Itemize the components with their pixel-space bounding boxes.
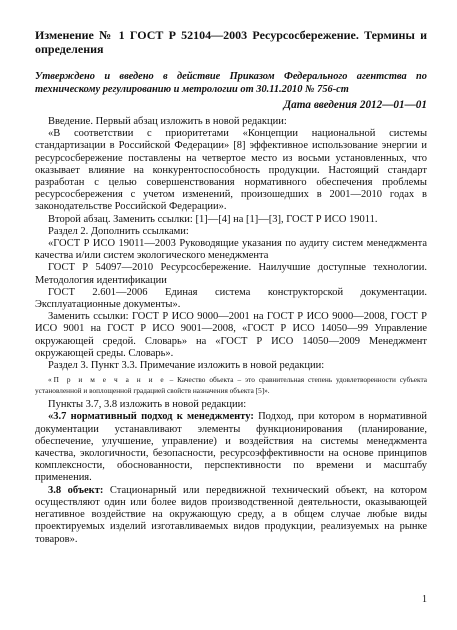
- definition-3-7: [35, 411, 427, 484]
- document-body: [35, 116, 427, 546]
- page-number: 1: [422, 594, 427, 605]
- paragraph-section-3: Раздел 3. Пункт 3.3. Примечание изложить в новой редакции:: [48, 360, 325, 372]
- paragraph-ref-54097: ГОСТ Р 54097—2010 Ресурсосбережение. Наилучшие доступные технологии. Методология идентификации: [35, 262, 427, 286]
- term-3-7: «3.7 нормативный подход к менеджменту:: [48, 411, 254, 423]
- definition-3-7-text: Подход, при котором в нормативной документации устанавливают элементы функционирования (планирование, обеспечение, улучшение, управление) и воздействия на системы менеджмента качества, экологичности, безопасности, ресурсоэффективности на основе принципов комплексности, обоснованности, перспективности по времени и масштабу применения.: [35, 411, 428, 484]
- paragraph-items-3-7-3-8: Пункты 3.7, 3.8 изложить в новой редакции:: [48, 399, 247, 411]
- note-paragraph: [35, 374, 427, 396]
- document-header: [35, 28, 427, 112]
- paragraph-ref-19011: «ГОСТ Р ИСО 19011—2003 Руководящие указания по аудиту систем менеджмента качества и/или систем экологического менеджмента: [35, 238, 427, 262]
- approval-statement: Утверждено и введено в действие Приказом Федерального агентства по техническому регулированию и метрологии от 30.11.2010 № 756-ст: [35, 71, 427, 95]
- effective-date: Дата введения 2012—01—01: [283, 99, 427, 111]
- note-label: «П р и м е ч а н и е: [48, 375, 166, 385]
- paragraph-intro-text: «В соответствии с приоритетами «Концепции национальной системы стандартизации в Российской Федерации» [8] эффективное использование энергии и ресурсосбережение поставлены на четвертое место из восьми установленных, что оказывает влияние на конкурентоспособность продукции. Настоящий стандарт разработан с целью совершенствования нормативного обеспечения проблемы ресурсосбережения с учетом изменений, произошедших в 2001—2010 годах в законодательстве Российской Федерации».: [35, 128, 427, 213]
- amendment-title: Изменение № 1 ГОСТ Р 52104—2003 Ресурсосбережение. Термины и определения: [35, 28, 427, 56]
- paragraph-ref-2601: ГОСТ 2.601—2006 Единая система конструкторской документации. Эксплуатационные документы».: [35, 286, 427, 311]
- definition-3-8-text: Стационарный или передвижной технический объект, на котором осуществляют один или более видов производственной деятельности, оказывающей негативное воздействие на окружающую среду, а в общем случае любые виды проектируемых изделий изготавливаемых видов продукции, реализуемых на рынке товаров».: [35, 484, 427, 545]
- term-3-8: 3.8 объект:: [48, 484, 104, 496]
- paragraph-replace-refs: Заменить ссылки: ГОСТ Р ИСО 9000—2001 на ГОСТ Р ИСО 9000—2008, ГОСТ Р ИСО 9001 на ГОСТ Р ИСО 9001—2008, «ГОСТ Р ИСО 14050—99 Управление окружающей средой. Словарь» на «ГОСТ Р ИСО 14050—2009 Менеджмент окружающей среды. Словарь».: [35, 311, 427, 359]
- paragraph-second-abzac: Второй абзац. Заменить ссылки: [1]—[4] на [1]—[3], ГОСТ Р ИСО 19011.: [48, 213, 378, 225]
- paragraph-section-2: Раздел 2. Дополнить ссылками:: [48, 225, 189, 237]
- note-text: – Качество объекта – это сравнительная степень удовлетворенности субъекта установленной и воплощенной градацией свойств назначения объекта [5]».: [35, 375, 427, 396]
- definition-3-8: [35, 485, 427, 546]
- paragraph-intro-instruction: Введение. Первый абзац изложить в новой редакции:: [48, 116, 287, 127]
